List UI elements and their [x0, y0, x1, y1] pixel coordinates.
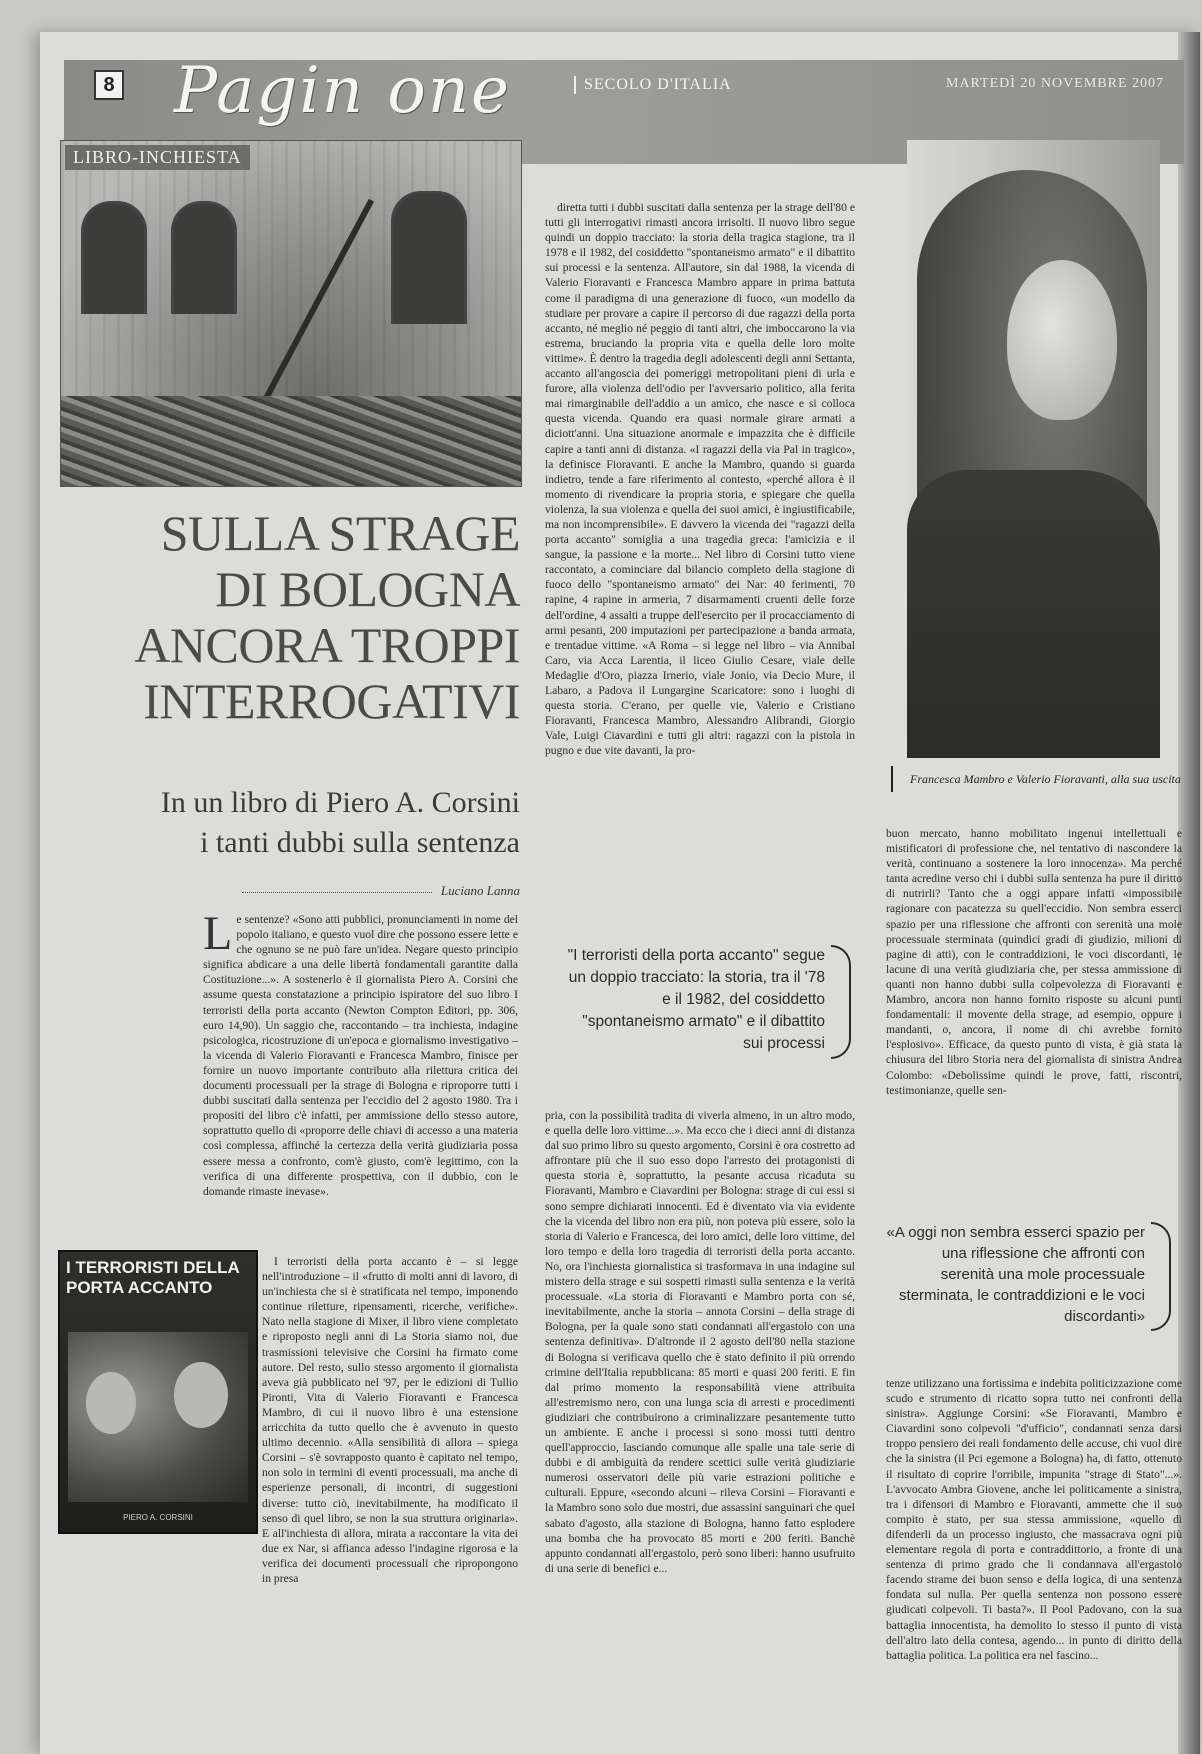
- pullquote-bracket: [1151, 1222, 1171, 1331]
- book-cover-photo: [68, 1332, 248, 1502]
- kicker-label: LIBRO-INCHIESTA: [65, 145, 250, 170]
- article-column-3-top: [886, 826, 1182, 1198]
- headline-line: DI BOLOGNA: [215, 561, 520, 617]
- bologna-station-photo: [60, 140, 522, 487]
- photo-rubble: [61, 396, 521, 486]
- book-face: [174, 1362, 228, 1428]
- lead-paragraph: e sentenze? «Sono atti pubblici, pronunciamenti in nome del popolo italiano, e questo vuol dire che possono essere lette e che ognuno se ne può fare un'idea. Negare questo principio significa abdicare a una delle libertà fondamentali garantite dalla Costituzione...». A sostenerlo è il giornalista Piero A. Corsini che assume questa constatazione a principio ispiratore del suo libro I terroristi della porta accanto (Newton Compton Editori, pp. 306, euro 14,90). Un saggio che, raccontando – tra inchiesta, indagine psicologica, ricostruzione di un'epoca e giornalismo investigativo – la vicenda di Valerio Fioravanti e Francesca Mambro, finisce per fornire un nuovo importante contributo alla rilettura critica dei documenti processuali per la strage di Bologna e riproporre tutti i dubbi suscitati dalla sentenza per l'eccidio del 2 agosto 1980. Tra i propositi del libro c'è infatti, per ammissione dello stesso autore, soprattutto quello di «proporre delle chiavi di accesso a una materia così complessa, affinché la certezza della verità giudiziaria possa essere messa a confronto, com'è giusto, com'è legittimo, con la verifica di una differente prospettiva, con il dubbio, con le domande rimaste inevase».: [203, 913, 518, 1198]
- photo-arch: [171, 201, 237, 314]
- pullquote-right: [885, 1222, 1173, 1327]
- newspaper-name: SECOLO D'ITALIA: [574, 76, 732, 94]
- pullquote-text: «A oggi non sembra esserci spazio per una riflessione che affronti con serenità una mole processuale sterminata, le contraddizioni e le voci discordanti»: [886, 1224, 1145, 1325]
- photo-arch: [81, 201, 147, 314]
- headline-line: INTERROGATIVI: [143, 673, 520, 729]
- paragraph: I terroristi della porta accanto è – si legge nell'introduzione – il «frutto di molti anni di lavoro, di un'inchiesta che si è stratificata nel tempo, imponendo continue riletture, ripensamenti, ricerche, verifiche». Nato nella stagione di Mixer, il libro viene completato e riproposto negli anni di La Storia siamo noi, due trasmissioni televisive che Corsini ha firmato come autore. Del resto, sullo stesso argomento il giornalista aveva già pubblicato nel '97, per le edizioni di Tullio Pironti, Vita di Valerio Fioravanti e Francesca Mambro, di cui il nuovo libro è una estensione arricchita da tutto quello che è avvenuto in questo ultimo decennio. «Alla sensibilità di allora – spiega Corsini – s'è sovrapposto quanto è capitato nel tempo, non solo in termini di eventi processuali, ma anche di esperienze personali, di incontri, di suggestioni diverse: tutto ciò, inevitabilmente, ha modificato il senso di quel libro, se non la sua struttura originaria». E all'inchiesta di allora, mirata a raccontare la vita dei due ex Nar, si affianca adesso l'indagine rigorosa e la verifica dei documenti processuali che ripropongono in presa: [262, 1255, 518, 1585]
- article-column-2-bottom: [545, 1108, 855, 1712]
- subhead-line: In un libro di Piero A. Corsini: [160, 786, 520, 819]
- subheadline: [60, 783, 520, 863]
- book-cover: [58, 1250, 258, 1534]
- pullquote-left: [560, 945, 853, 1055]
- headline-line: ANCORA TROPPI: [134, 617, 520, 673]
- mambro-portrait-photo: [907, 140, 1160, 758]
- byline: [60, 883, 520, 899]
- paragraph: diretta tutti i dubbi suscitati dalla sentenza per la strage dell'80 e tutti gli interrogativi rimasti ancora irrisolti. Il nuovo libro segue quindi un doppio tracciato: la storia della tragica stagione, tra il 1978 e il 1982, del cosiddetto "spontaneismo armato" e il dibattito sui processi e la sentenza. All'autore, sin dal 1988, la vicenda di Valerio Fioravanti e Francesca Mambro appare in prima battuta come il paradigma di una generazione di fuoco, «un modello da studiare per provare a capire il percorso di due ragazzi della porta accanto, né meglio né peggio di tanti altri, che imboccarono la via estrema, bruciando la propria vita e quella delle loro molte vittime». È dentro la tragedia degli adolescenti degli anni Settanta, accanto all'angoscia dei pomeriggi metropolitani pieni di urla e furore, alla violenza dell'odio per l'avversario politico, alla ferita mai rimarginabile dell'addio a un amico, che nasce e si colloca questa vicenda. Quando era quasi normale girare armati a diciott'anni. Una situazione anormale e impazzita che è difficile capire a tanti anni di distanza. «I ragazzi della via Pal in tragico», la definisce Fioravanti. E anche la Mambro, quando si guarda indietro, tende a fare riferimento al contesto, «perché allora è il momento di rivendicare la propria storia, e spiegare che quella violenza, la sua violenza e quella dei suoi amici, è ingiustificabile, ma non incomprensibile». E davvero la vicenda dei "ragazzi della porta accanto" somiglia a una tragedia greca: l'amicizia e il sangue, la passione e la morte... Nel libro di Corsini tutto viene raccontato, a cominciare dal bilancio completo della stagione di fuoco dello "spontaneismo armato" dei Nar: 40 ferimenti, 70 rapine, 4 rapine in armeria, 7 disarmamenti cruenti delle forze dell'ordine, 4 assalti a truppe dell'esercito per il procacciamento di armi pesanti, 200 imputazioni per partecipazione a banda armata, e trentadue vittime. «A Roma – si legge nel libro – via Annibal Caro, via Acca Larentia, il liceo Giulio Cesare, viale delle Medaglie d'Oro, piazza Irnerio, viale Jonio, via Decio Mure, il Labaro, a Padova il Lungargine Scaricatore: sono i luoghi di questa storia. C'erano, per quelle vie, Valerio e Cristiano Fioravanti, Francesca Mambro, Alessandro Alibrandi, Giorgio Vale, Luigi Ciavardini e tutti gli altri: ragazzi con la pistola in pugno e due vite davanti, la pro-: [545, 201, 855, 758]
- issue-date: MARTEDÌ 20 NOVEMBRE 2007: [946, 76, 1164, 91]
- byline-author: Luciano Lanna: [440, 883, 520, 898]
- photo-coat: [907, 470, 1160, 758]
- article-column-1-cont: [262, 1254, 518, 1712]
- paragraph: tenze utilizzano una fortissima e indebita politicizzazione come scudo e strumento di ricatto sopra tutto nei confronti della sinistra». Aggiunge Corsini: «Se Fioravanti, Mambro e Ciavardini sono colpevoli "d'ufficio", condannati senza darsi troppo pensiero dei reali fondamento delle accuse, chi vuol dire che la sinistra (il Pci egemone a Bologna) ha, di fatto, ottenuto il risultato di coprire l'orribile, impunita "strage di Stato"...». L'avvocato Ambra Giovene, anche lei politicamente a sinistra, tra i difensori di Mambro e Fioravanti, ammette che il suo compito è stato, per sua stessa ammissione, «quello di difenderli da un processo ingiusto, che massacrava ogni più elementare regola di porta e contraddittorio, a fronte di una sentenza di primo grado che li condannava all'ergastolo facendo strame dei buon senso e della logica, di una sentenza fondata sul nulla. Per quella sentenza non possono essere giudicati colpevoli. Ti basta?». Il Pool Padovano, con la sua battaglia innocentista, ha demolito lo stesso il punto di vista dell'altro lato della contesa, agendo... in punto di diritto della battaglia politica. La politica era nel fascino...: [886, 1377, 1182, 1662]
- pullquote-bracket: [831, 945, 851, 1059]
- paragraph: buon mercato, hanno mobilitato ingenui intellettuali e mistificatori di professione che, nel tentativo di nascondere la verità, continuano a sostenere la loro innocenza». Ma perché tanta acredine verso chi i dubbi sulla sentenza ha pure il diritto di nutrirli? Tanto che a oggi appare infatti «impossibile ragionare con pacatezza su quell'eccidio. Non sembra esserci spazio per una riflessione che affronti con serenità una mole processuale sterminata (quindici gradi di giudizio, milioni di pagine di atti), con le contraddizioni, le voci discordanti, le lacune di una verità giudiziaria che, per stessa ammissione di quanti non hanno dubbi sulla colpevolezza di Fioravanti e Mambro, ancora non hanno fornito risposte su alcuni punti fondamentali: il movente della strage, ad esempio, oppure i mandanti, o, ancora, il nome di chi avrebbe fornito l'esplosivo». Efficace, da questo punto di vista, è già stata la chiusura del libro Storia nera del giornalista di sinistra Andrea Colombo: «Debolissime quindi le prove, fatti, riscontri, testimonianze, quelle sen-: [886, 827, 1182, 1097]
- page-number: 8: [94, 70, 124, 100]
- subhead-line: i tanti dubbi sulla sentenza: [200, 826, 520, 859]
- headline-line: SULLA STRAGE: [160, 505, 520, 561]
- book-author: PIERO A. CORSINI: [123, 1513, 193, 1522]
- photo-arch: [391, 191, 467, 324]
- headline: [60, 505, 520, 729]
- photo-crane: [251, 199, 374, 423]
- photo-face: [1007, 260, 1117, 420]
- book-title: I TERRORISTI DELLA PORTA ACCANTO: [66, 1258, 240, 1297]
- article-column-3-bottom: [886, 1376, 1182, 1712]
- article-column-2-top: [545, 200, 855, 915]
- article-column-1-lead: [203, 912, 518, 1248]
- caption-rule: [891, 766, 893, 792]
- pullquote-text: "I terroristi della porta accanto" segue un doppio tracciato: la storia, tra il '78 e il 1982, del cosiddetto "spontaneismo armato" e il dibattito sui processi: [567, 947, 825, 1052]
- paragraph: pria, con la possibilità tradita di viverla almeno, in un altro modo, e quella delle loro vittime...». Ma ecco che i dieci anni di distanza dal suo primo libro su questo argomento, Corsini è ora costretto ad affrontare più che il suo esso dopo l'arresto dei protagonisti di questa storia è, soprattutto, la pesante accusa ricaduta su Fioravanti, Mambro e Ciavardini per Bologna: strage di cui essi si sono sempre dichiarati innocenti. Ed è diventato via via evidente che la vicenda del libro non era più, non poteva più essere, solo la storia di Valerio e Francesca, dei loro amici, delle loro vittime, del loro tempo e della loro tragedia di terroristi della porta accanto. No, ora l'inchiesta giornalistica si trasformava in una indagine sul mistero della strage e sui sospetti rimasti sulla sentenza e la verità processuale. «La storia di Fioravanti e Mambro porta con sé, inevitabilmente, anche la storia – annota Corsini – della strage di Bologna, per la quale sono stati condannati all'ergastolo con una sentenza definitiva». D'altronde il 2 agosto dell'80 nella stazione di Bologna si verificava quello che è stato definito il più orrendo crimine dell'Italia repubblicana: 85 morti e quasi 200 feriti. E fin dal primo momento la responsabilità viene attribuita all'estremismo nero, con una lunga scia di arresti e procedimenti giudiziari che contribuirono a criminalizzare pesantemente tutto un ambiente. E anche i processi si sono mossi tutti dentro quell'approccio, lasciando comunque alle spalle una tale serie di dubbi e di ambiguità da rendere scettici sulle verità giudiziarie numerosi osservatori delle più varie estrazioni politiche e culturali. Eppure, «secondo alcuni – rileva Corsini – Fioravanti e la Mambro sono solo due mostri, due assassini sanguinari che quel sabato d'agosto, alla stazione di Bologna, hanno fatto esplodere una bomba che ha provocato 85 morti e 200 feriti. Banchè appunto condannati all'ergastolo, però sono liberi: hanno usufruito di una serie di benefici e...: [545, 1109, 855, 1575]
- book-face: [86, 1372, 136, 1434]
- photo-caption: Francesca Mambro e Valerio Fioravanti, alla sua uscita: [910, 772, 1181, 786]
- section-title: Pagin one: [174, 54, 511, 128]
- byline-rule: [242, 892, 432, 893]
- dropcap: L: [203, 912, 233, 960]
